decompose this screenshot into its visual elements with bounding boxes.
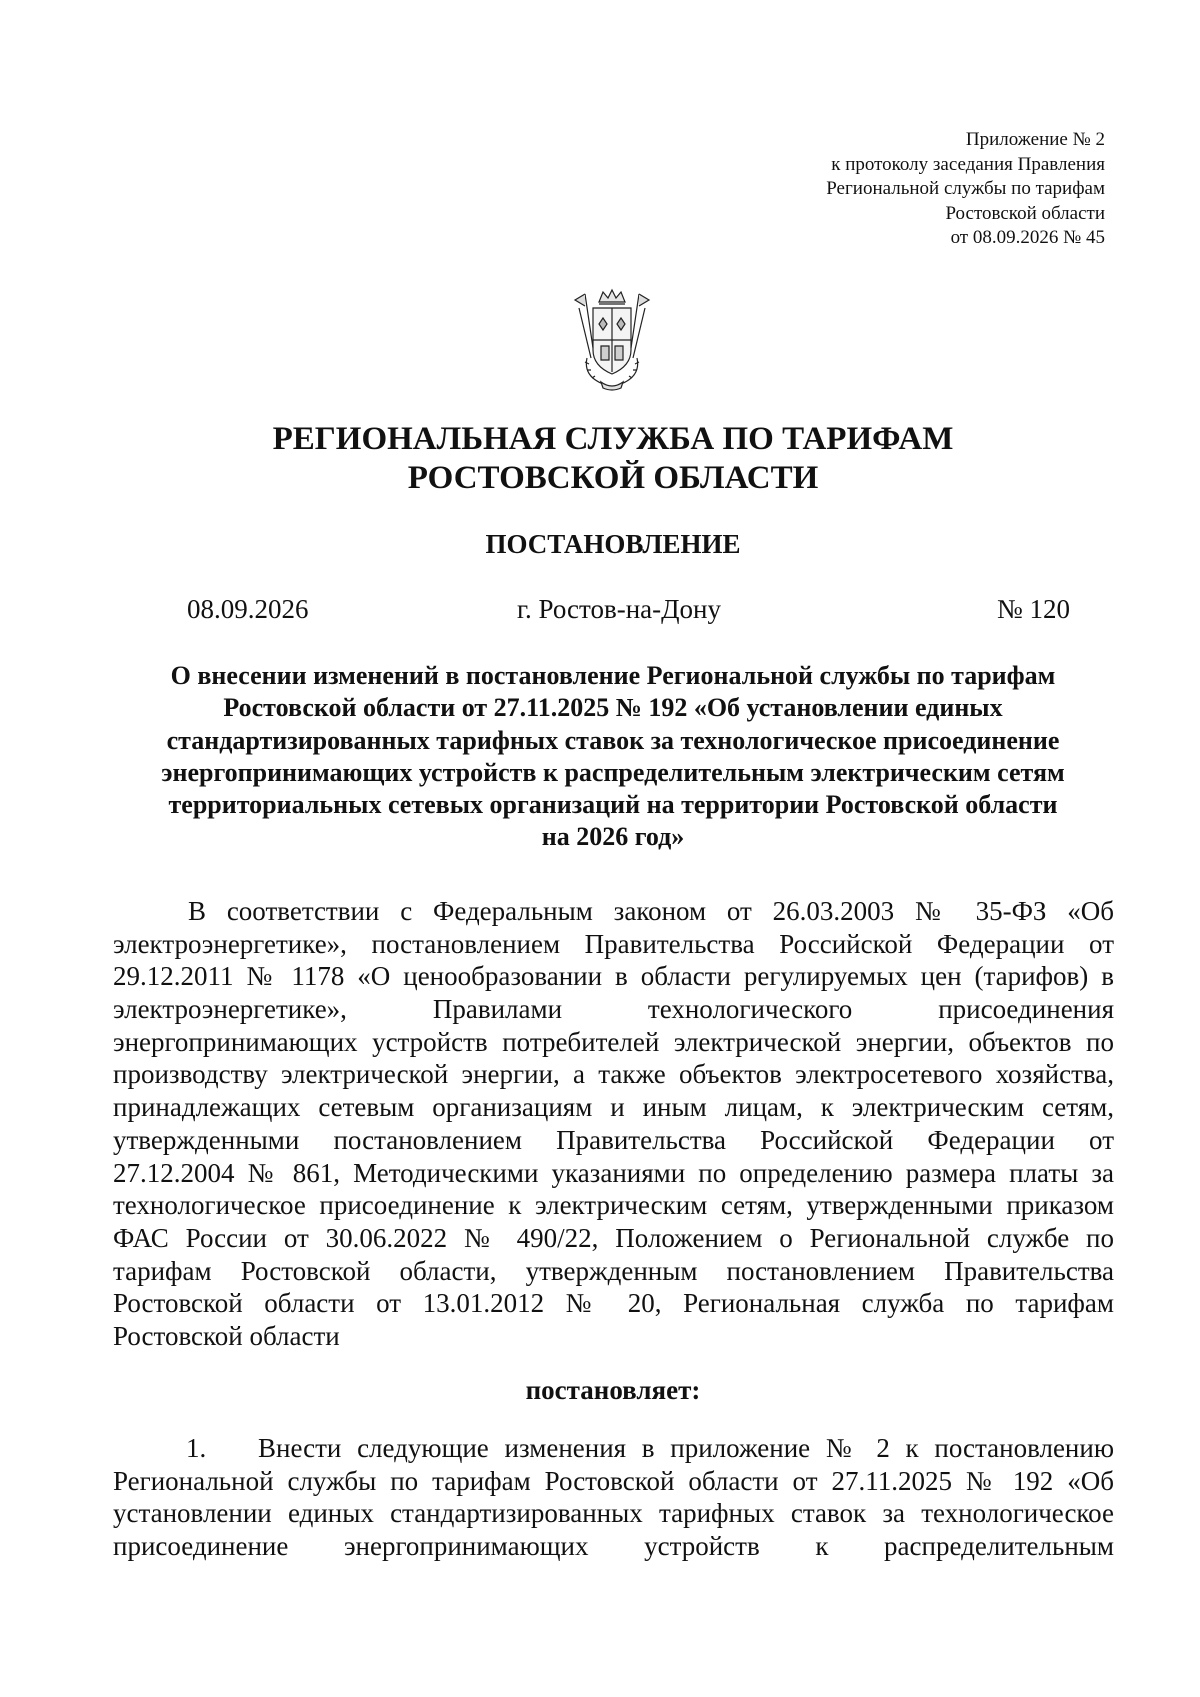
paragraph-line: электроэнергетике», Правилами технологического присоединения bbox=[113, 994, 1114, 1025]
paragraph-line: технологическое присоединение к электрическим сетям, утвержденными приказом bbox=[113, 1190, 1114, 1221]
item-number: 1. bbox=[186, 1433, 207, 1463]
appendix-line: Ростовской области bbox=[945, 202, 1105, 224]
paragraph-line: производству электрической энергии, а также объектов электросетевого хозяйства, bbox=[113, 1059, 1114, 1090]
paragraph-line: Региональной службы по тарифам Ростовской области от 27.11.2025 № 192 «Об bbox=[113, 1465, 1114, 1496]
paragraph-line: электроэнергетике», постановлением Правительства Российской Федерации от bbox=[113, 928, 1114, 959]
subject-line: Ростовской области от 27.11.2025 № 192 «Об установлении единых bbox=[223, 693, 1003, 723]
paragraph-line: ФАС России от 30.06.2022 № 490/22, Положением о Региональной службе по bbox=[113, 1222, 1114, 1253]
paragraph-line: тарифам Ростовской области, утвержденным постановлением Правительства bbox=[113, 1255, 1114, 1286]
paragraph-line: установлении единых стандартизированных тарифных ставок за технологическое bbox=[113, 1498, 1114, 1529]
appendix-line: Приложение № 2 bbox=[965, 129, 1105, 150]
paragraph-line: энергопринимающих устройств потребителей электрической энергии, объектов по bbox=[113, 1026, 1114, 1057]
resolves-heading: постановляет: bbox=[525, 1375, 701, 1405]
paragraph-line-text: Внести следующие изменения в приложение № 2 к постановлению bbox=[258, 1433, 1114, 1463]
document-city: г. Ростов-на-Дону bbox=[517, 594, 722, 624]
document-number: № 120 bbox=[997, 594, 1071, 624]
paragraph-line: 27.12.2004 № 861, Методическими указаниями по определению размера платы за bbox=[113, 1157, 1114, 1188]
subject-line: О внесении изменений в постановление Региональной службы по тарифам bbox=[170, 661, 1056, 690]
paragraph-line: присоединение энергопринимающих устройств к распределительным bbox=[113, 1531, 1114, 1562]
resolution-item-1 bbox=[113, 1432, 1114, 1563]
appendix-note bbox=[826, 128, 1105, 251]
paragraph-line: Ростовской области bbox=[113, 1320, 340, 1351]
organization-title bbox=[0, 420, 1200, 498]
organization-title-line: РЕГИОНАЛЬНАЯ СЛУЖБА ПО ТАРИФАМ bbox=[272, 421, 954, 457]
appendix-line: Региональной службы по тарифам bbox=[826, 178, 1105, 200]
item-first-line bbox=[113, 1432, 1114, 1465]
preamble-paragraph bbox=[113, 895, 1114, 1353]
subject-line: энергопринимающих устройств к распределительным электрическим сетям bbox=[161, 757, 1065, 787]
document-date: 08.09.2026 bbox=[187, 594, 309, 624]
subject-line: на 2026 год» bbox=[541, 822, 685, 852]
paragraph-line: В соответствии с Федеральным законом от 26.03.2003 № 35-ФЗ «Об bbox=[188, 896, 1114, 926]
paragraph-line: Ростовской области от 13.01.2012 № 20, Региональная служба по тарифам bbox=[113, 1288, 1114, 1319]
organization-title-line: РОСТОВСКОЙ ОБЛАСТИ bbox=[407, 460, 819, 496]
paragraph-line: утвержденными постановлением Правительства Российской Федерации от bbox=[113, 1124, 1114, 1155]
subject-line: стандартизированных тарифных ставок за технологическое присоединение bbox=[166, 725, 1060, 755]
appendix-line: к протоколу заседания Правления bbox=[831, 153, 1105, 175]
document-type: ПОСТАНОВЛЕНИЕ bbox=[485, 529, 741, 559]
paragraph-line: 29.12.2011 № 1178 «О ценообразовании в области регулируемых цен (тарифов) в bbox=[113, 961, 1114, 992]
appendix-line: от 08.09.2026 № 45 bbox=[950, 227, 1105, 249]
coat-of-arms-icon bbox=[563, 288, 661, 392]
document-subject bbox=[0, 660, 1200, 854]
subject-line: территориальных сетевых организаций на территории Ростовской области bbox=[168, 790, 1058, 820]
paragraph-line: принадлежащих сетевым организациям и иным лицам, к электрическим сетям, bbox=[113, 1092, 1114, 1123]
